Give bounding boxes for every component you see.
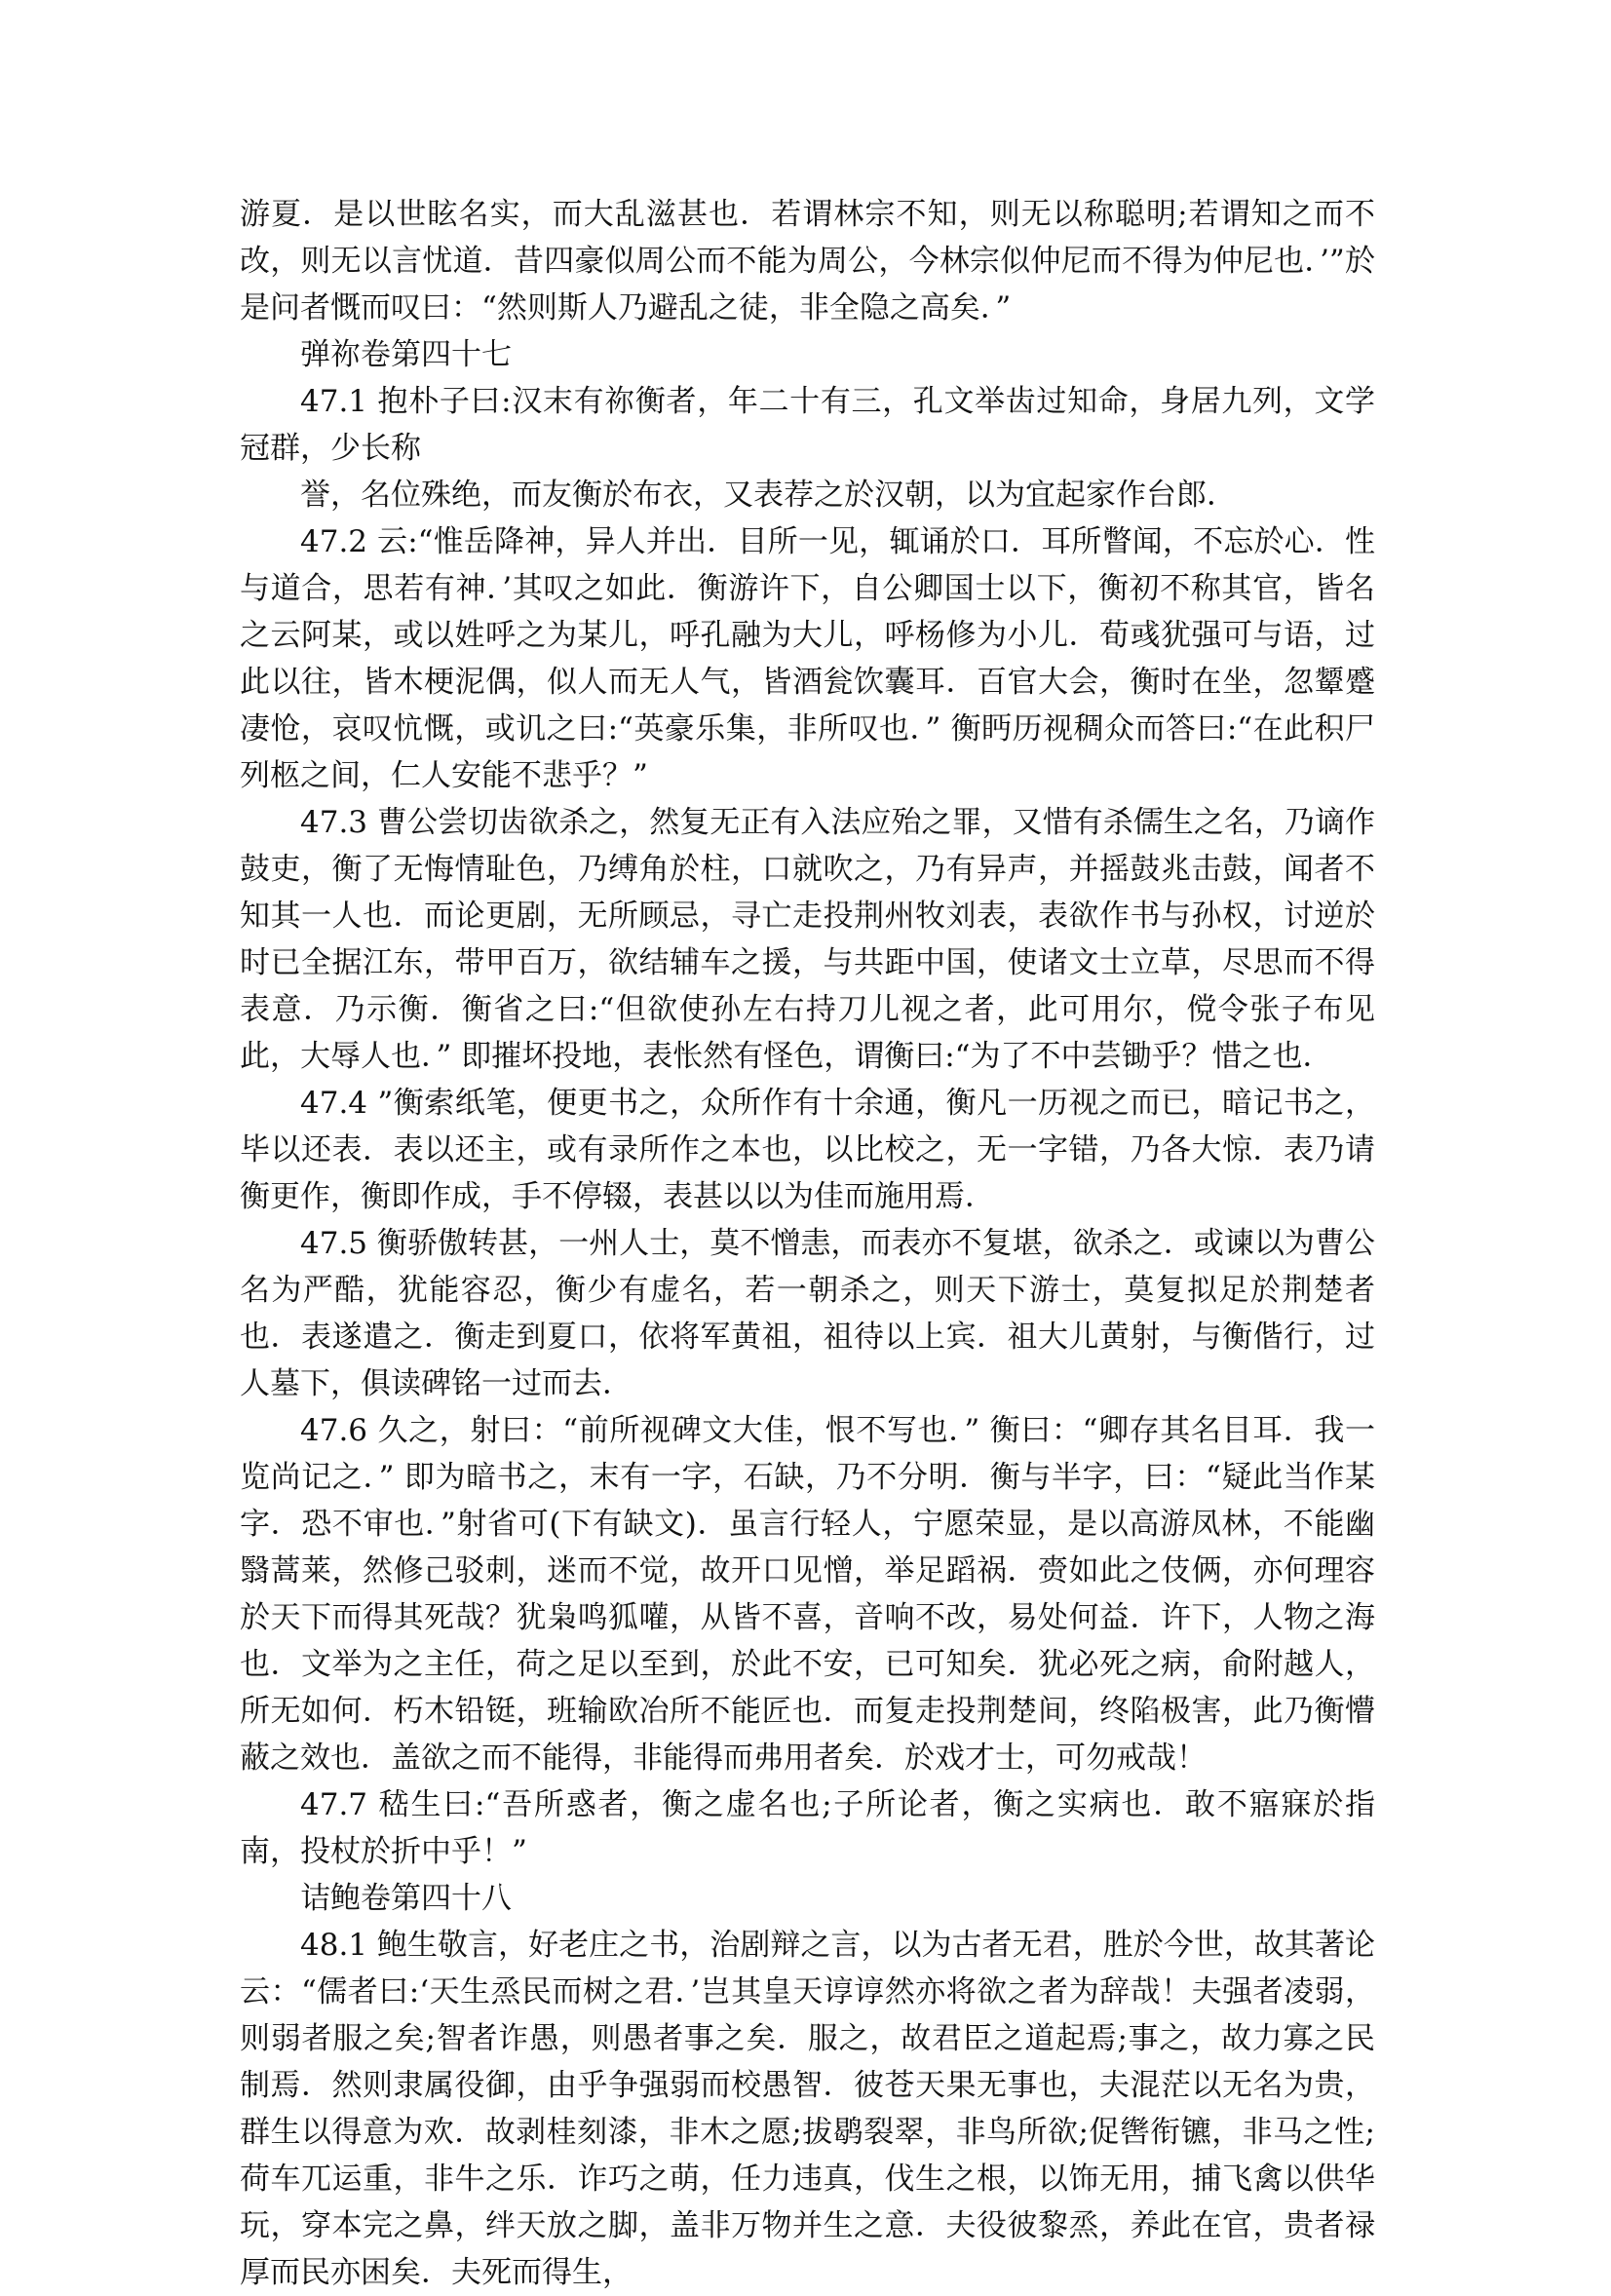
paragraph-47-4: 47.4 ”衡索纸笔，便更书之，众所作有十余通，衡凡一历视之而已，暗记书之，毕以还表．表以还主，或有录所作之本也，以比校之，无一字错，乃各大惊．表乃请衡更作，衡即作成，手不停辍，表甚以以为佳而施用焉． bbox=[240, 1086, 1375, 1214]
paragraph-47-6: 47.6 久之，射曰：“前所视碑文大佳，恨不写也．” 衡曰：“卿存其名目耳．我一览尚记之．” 即为暗书之，末有一字，石缺，乃不分明．衡与半字，曰：“疑此当作某字．恐不审也．”射省可(下有缺文)．虽言行轻人，宁愿荣显，是以高游凤林，不能幽翳蒿莱，然修己驳刺，迷而不觉，故开口见憎，举足蹈祸．赍如此之伎俩，亦何理容於天下而得其死哉？犹枭鸣狐嚾，从皆不喜，音响不改，易处何益．许下，人物之海也．文举为之主任，荷之足以至到，於此不安，已可知矣．犹必死之病，俞附越人，所无如何．朽木铅铤，班输欧冶所不能匠也．而复走投荆楚间，终陷极害，此乃衡懵蔽之效也．盖欲之而不能得，非能得而弗用者矣．於戏才士，可勿戒哉！ bbox=[240, 1413, 1375, 1776]
paragraph-47-5: 47.5 衡骄傲转甚，一州人士，莫不憎恚，而表亦不复堪，欲杀之．或谏以为曹公名为严酷，犹能容忍，衡少有虚名，若一朝杀之，则天下游士，莫复拟足於荆楚者也．表遂遣之．衡走到夏口，依将军黄祖，祖待以上宾．祖大儿黄射，与衡偕行，过人墓下，俱读碑铭一过而去． bbox=[240, 1226, 1375, 1401]
section-heading-48: 诘鲍卷第四十八 bbox=[300, 1881, 512, 1916]
paragraph-47-1-cont: 誉，名位殊绝，而友衡於布衣，又表荐之於汉朝，以为宜起家作台郎． bbox=[300, 478, 1237, 513]
paragraph-47-1: 47.1 抱朴子曰:汉末有祢衡者，年二十有三，孔文举齿过知命，身居九列，文学冠群，少长称 bbox=[240, 384, 1375, 466]
paragraph-47-3: 47.3 曹公尝切齿欲杀之，然复无正有入法应殆之罪，又惜有杀儒生之名，乃谪作鼓吏，衡了无悔情耻色，乃缚角於柱，口就吹之，乃有异声，并摇鼓兆击鼓，闻者不知其一人也．而论更剧，无所顾忌，寻亡走投荆州牧刘表，表欲作书与孙权，讨逆於时已全据江东，带甲百万，欲结辅车之援，与共距中国，使诸文士立草，尽思而不得表意．乃示衡．衡省之曰:“但欲使孙左右持刀儿视之者，此可用尔，傥令张子布见此，大辱人也．” 即摧坏投地，表怅然有怪色，谓衡曰:“为了不中芸锄乎？惜之也． bbox=[240, 805, 1375, 1074]
section-heading-47: 弹祢卷第四十七 bbox=[300, 337, 512, 372]
paragraph-0: 游夏．是以世眩名实，而大乱滋甚也．若谓林宗不知，则无以称聪明;若谓知之而不改，则无以言忧道．昔四豪似周公而不能为周公，今林宗似仲尼而不得为仲尼也．’”於是问者慨而叹曰：“然则斯人乃避乱之徒，非全隐之高矣．” bbox=[240, 197, 1375, 325]
paragraph-47-2: 47.2 云:“惟岳降神，异人并出．目所一见，辄诵於口．耳所瞥闻，不忘於心．性与道合，思若有神．’其叹之如此．衡游许下，自公卿国士以下，衡初不称其官，皆名之云阿某，或以姓呼之为某儿，呼孔融为大儿，呼杨修为小儿．荀彧犹强可与语，过此以往，皆木梗泥偶，似人而无人气，皆酒瓮饮囊耳．百官大会，衡时在坐，忽颦蹙凄怆，哀叹忼慨，或讥之曰:“英豪乐集，非所叹也．” 衡眄历视稠众而答曰:“在此积尸列柩之间，仁人安能不悲乎？” bbox=[240, 524, 1375, 793]
paragraph-47-7: 47.7 嵇生曰:“吾所惑者，衡之虚名也;子所论者，衡之实病也．敢不寤寐於指南，投杖於折中乎！” bbox=[240, 1787, 1375, 1869]
document-page bbox=[240, 191, 1375, 2296]
paragraph-48-1: 48.1 鲍生敬言，好老庄之书，治剧辩之言，以为古者无君，胜於今世，故其著论云：“儒者曰:‘天生烝民而树之君．’岂其皇天谆谆然亦将欲之者为辞哉！夫强者凌弱，则弱者服之矣;智者诈愚，则愚者事之矣．服之，故君臣之道起焉;事之，故力寡之民制焉．然则隶属役御，由乎争强弱而校愚智．彼苍天果无事也，夫混茫以无名为贵，群生以得意为欢．故剥桂刻漆，非木之愿;拔鹖裂翠，非鸟所欲;促辔衔镳，非马之性;荷车兀运重，非牛之乐．诈巧之萌，任力违真，伐生之根，以饰无用，捕飞禽以供华玩，穿本完之鼻，绊天放之脚，盖非万物并生之意．夫役彼黎烝，养此在官，贵者禄厚而民亦困矣．夫死而得生， bbox=[240, 1928, 1375, 2290]
